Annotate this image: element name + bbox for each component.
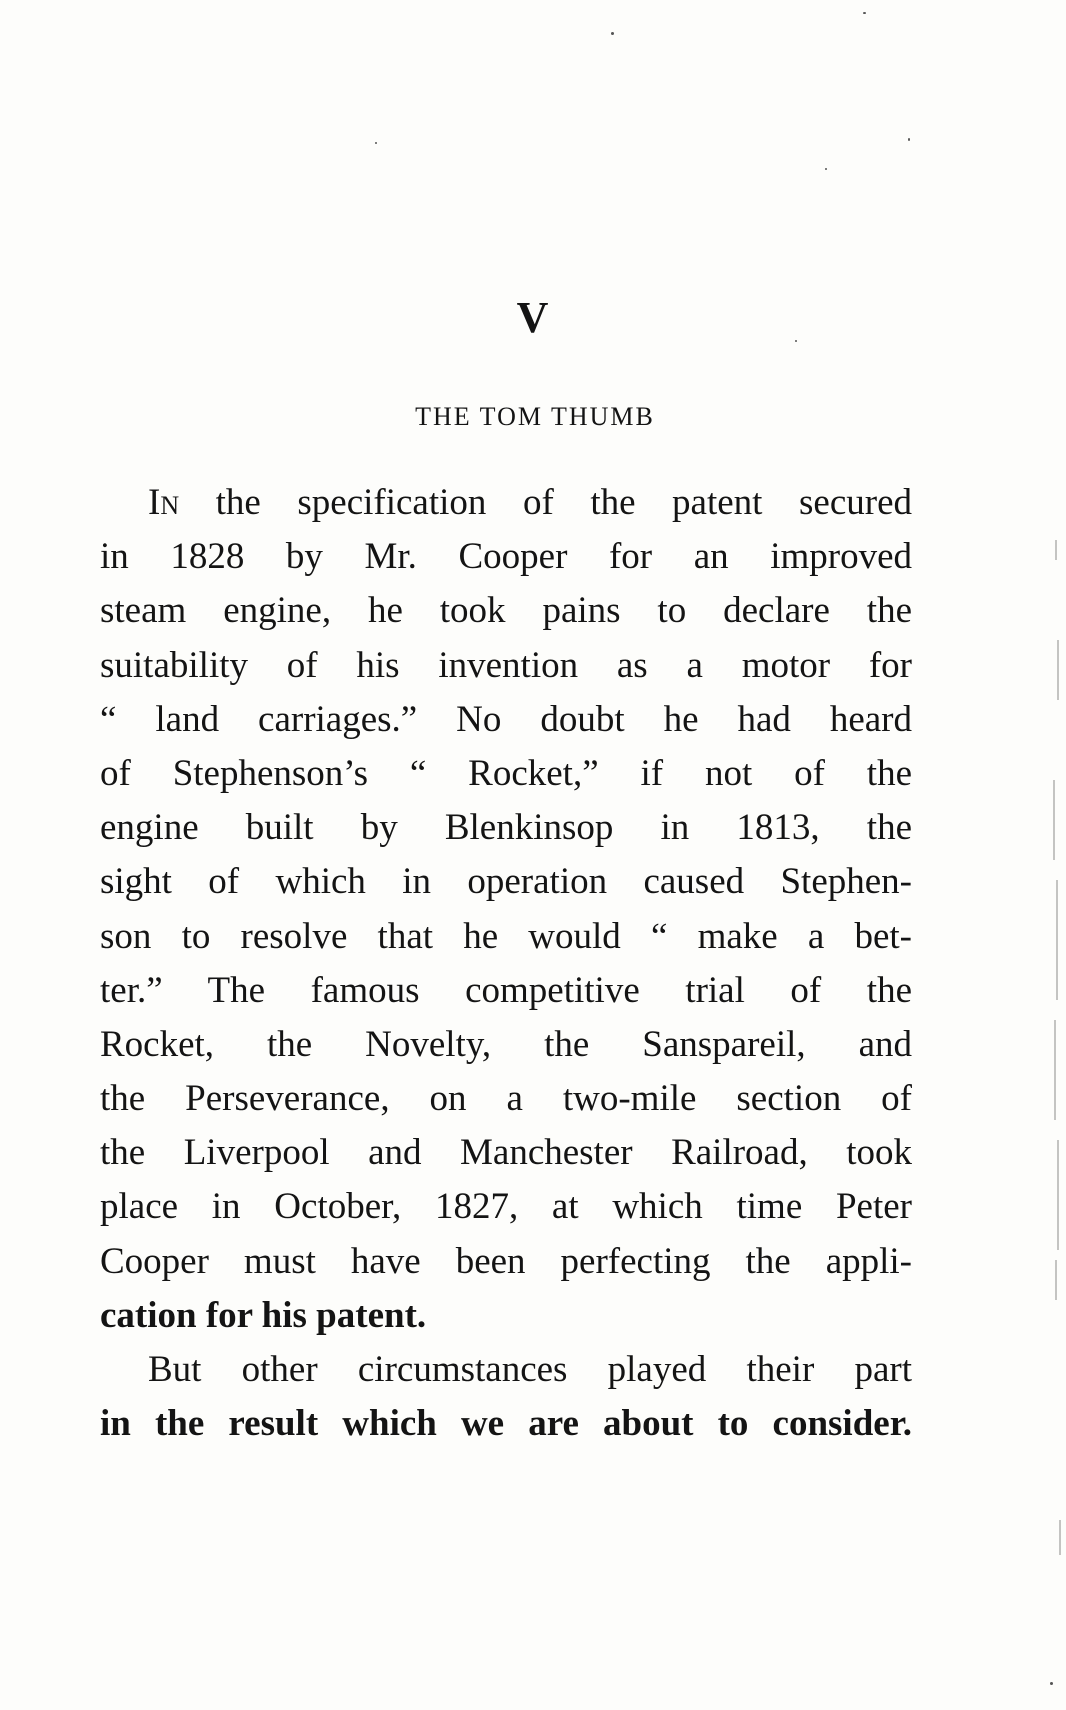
paragraph-1-line-8: sight of which in operation caused Stephen- <box>100 861 912 903</box>
paragraph-1-line-14: place in October, 1827, at which time Peter <box>100 1186 912 1228</box>
paragraph-1-line-10: ter.” The famous competitive trial of the <box>100 969 912 1011</box>
paragraph-1-line-13: the Liverpool and Manchester Railroad, took <box>100 1132 912 1174</box>
paragraph-1-line-4: suitability of his invention as a motor for <box>100 644 912 686</box>
chapter-numeral: V <box>516 293 550 342</box>
paragraph-2-line-1: But other circumstances played their part <box>148 1349 912 1390</box>
scan-speck <box>825 168 827 170</box>
paragraph-1-line-15: Cooper must have been perfecting the appli- <box>100 1240 912 1282</box>
paragraph-1-line-2: in 1828 by Mr. Cooper for an improved <box>100 536 912 578</box>
chapter-body <box>100 476 912 1451</box>
paragraph-1-line-1 <box>100 476 912 530</box>
scan-speck <box>908 138 910 141</box>
paragraph-1-line-12: the Perseverance, on a two-mile section of <box>100 1078 912 1120</box>
scan-speck <box>863 12 866 14</box>
paragraph-1-line-16: cation for his patent. <box>100 1294 427 1336</box>
chapter-title: THE TOM THUMB <box>415 402 655 431</box>
paragraph-1-line-11: Rocket, the Novelty, the Sanspareil, and <box>100 1023 912 1065</box>
scan-speck <box>611 32 614 35</box>
scan-speck <box>795 340 797 342</box>
paragraph-1-line-5: “ land carriages.” No doubt he had heard <box>100 698 912 740</box>
paragraph-2-line-2: in the result which we are about to consider. <box>100 1403 912 1445</box>
scan-edge-artifact <box>1036 0 1066 1710</box>
paragraph-lead-word: In <box>148 482 180 523</box>
scan-speck <box>375 142 377 144</box>
paragraph-1-line-1-text: the specification of the patent secured <box>179 482 912 523</box>
paragraph-1-line-7: engine built by Blenkinsop in 1813, the <box>100 807 912 849</box>
paragraph-1-line-3: steam engine, he took pains to declare the <box>100 590 912 632</box>
paragraph-1-line-6: of Stephenson’s “ Rocket,” if not of the <box>100 752 912 794</box>
paragraph-1-line-9: son to resolve that he would “ make a bet- <box>100 915 912 957</box>
